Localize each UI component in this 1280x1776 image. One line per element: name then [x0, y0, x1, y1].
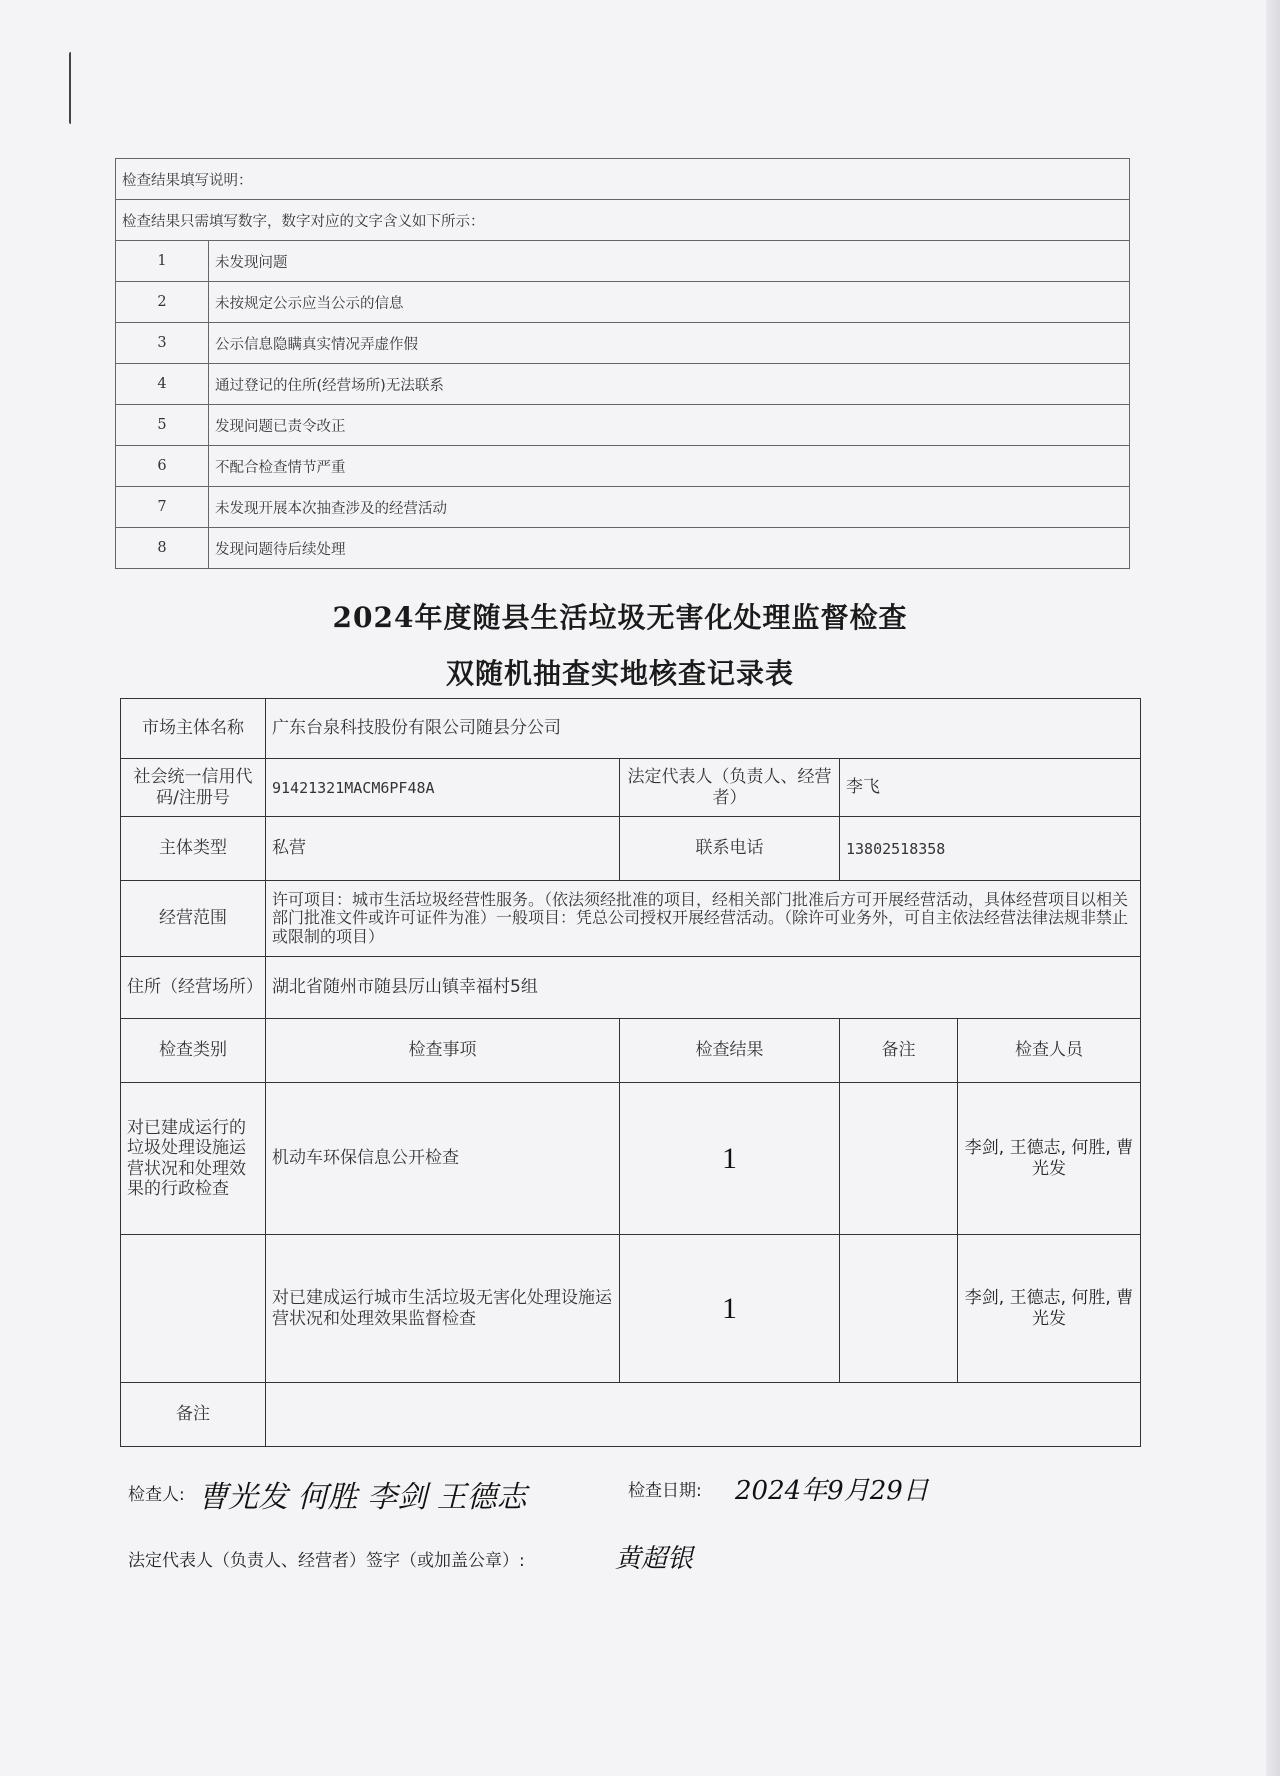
legend-row — [116, 241, 1130, 282]
inspection-row — [121, 1235, 1141, 1383]
phone-value: 13802518358 — [840, 817, 1141, 881]
inspector-label: 检查人: — [128, 1485, 185, 1505]
inspection-date-label: 检查日期: — [628, 1481, 702, 1501]
legend-num: 2 — [116, 282, 209, 323]
credit-code-value: 91421321MACM6PF48A — [266, 759, 620, 817]
legal-rep-value: 李飞 — [840, 759, 1141, 817]
legend-num: 3 — [116, 323, 209, 364]
legal-rep-label: 法定代表人（负责人、经营者） — [620, 759, 840, 817]
inspection-date-handwritten: 2024年9月29日 — [735, 1476, 929, 1506]
legend-text: 发现问题已责令改正 — [209, 405, 1130, 446]
legend-row — [116, 323, 1130, 364]
legend-text: 发现问题待后续处理 — [209, 528, 1130, 569]
inspection-row — [121, 1083, 1141, 1235]
legend-text: 未按规定公示应当公示的信息 — [209, 282, 1130, 323]
business-scope-label: 经营范围 — [121, 881, 266, 957]
legend-num: 1 — [116, 241, 209, 282]
entity-type-value: 私营 — [266, 817, 620, 881]
legend-row — [116, 528, 1130, 569]
col-header-item: 检查事项 — [266, 1019, 620, 1083]
document-title-line2: 双随机抽查实地核查记录表 — [445, 657, 794, 690]
inspection-result: 1 — [620, 1083, 840, 1235]
legend-text: 未发现开展本次抽查涉及的经营活动 — [209, 487, 1130, 528]
page-edge-mark — [69, 52, 75, 124]
address-value: 湖北省随州市随县厉山镇幸福村5组 — [266, 957, 1141, 1019]
legend-text: 通过登记的住所(经营场所)无法联系 — [209, 364, 1130, 405]
col-header-inspectors: 检查人员 — [958, 1019, 1141, 1083]
inspection-record-table — [120, 698, 1141, 1447]
legend-row — [116, 282, 1130, 323]
business-scope-value: 许可项目：城市生活垃圾经营性服务。（依法须经批准的项目，经相关部门批准后方可开展经营活动，具体经营项目以相关部门批准文件或许可证件为准）一般项目：凭总公司授权开展经营活动。（除许可业务外，可自主依法经营法律法规非禁止或限制的项目） — [266, 881, 1141, 957]
page-right-shadow — [1266, 0, 1280, 1776]
inspection-result: 1 — [620, 1235, 840, 1383]
col-header-category: 检查类别 — [121, 1019, 266, 1083]
entity-name-value: 广东台泉科技股份有限公司随县分公司 — [266, 699, 1141, 759]
inspection-remark — [840, 1083, 958, 1235]
legend-row — [116, 405, 1130, 446]
legend-num: 4 — [116, 364, 209, 405]
remarks-label: 备注 — [121, 1383, 266, 1447]
address-label: 住所（经营场所） — [121, 957, 266, 1019]
inspection-item: 对已建成运行城市生活垃圾无害化处理设施运营状况和处理效果监督检查 — [266, 1235, 620, 1383]
legal-sign-label: 法定代表人（负责人、经营者）签字（或加盖公章）: — [128, 1551, 525, 1571]
legend-text: 不配合检查情节严重 — [209, 446, 1130, 487]
legend-row — [116, 487, 1130, 528]
remarks-value — [266, 1383, 1141, 1447]
legend-num: 6 — [116, 446, 209, 487]
legend-heading: 检查结果填写说明： — [116, 159, 1130, 200]
credit-code-label: 社会统一信用代码/注册号 — [121, 759, 266, 817]
legend-num: 7 — [116, 487, 209, 528]
legend-row — [116, 446, 1130, 487]
phone-label: 联系电话 — [620, 817, 840, 881]
inspection-category: 对已建成运行的垃圾处理设施运营状况和处理效果的行政检查 — [121, 1083, 266, 1235]
col-header-result: 检查结果 — [620, 1019, 840, 1083]
legal-signature: 黄超银 — [615, 1544, 694, 1574]
inspection-inspectors: 李剑, 王德志, 何胜, 曹光发 — [958, 1235, 1141, 1383]
document-title-line1: 2024年度随县生活垃圾无害化处理监督检查 — [332, 601, 908, 634]
col-header-remark: 备注 — [840, 1019, 958, 1083]
entity-name-label: 市场主体名称 — [121, 699, 266, 759]
entity-type-label: 主体类型 — [121, 817, 266, 881]
legend-num: 8 — [116, 528, 209, 569]
inspection-inspectors: 李剑, 王德志, 何胜, 曹光发 — [958, 1083, 1141, 1235]
legend-text: 公示信息隐瞒真实情况弄虚作假 — [209, 323, 1130, 364]
inspection-item: 机动车环保信息公开检查 — [266, 1083, 620, 1235]
result-legend-table — [115, 158, 1130, 569]
legend-num: 5 — [116, 405, 209, 446]
inspection-remark — [840, 1235, 958, 1383]
legend-instruction: 检查结果只需填写数字，数字对应的文字含义如下所示： — [116, 200, 1130, 241]
inspector-signatures: 曹光发 何胜 李剑 王德志 — [198, 1480, 527, 1515]
legend-text: 未发现问题 — [209, 241, 1130, 282]
inspection-category — [121, 1235, 266, 1383]
legend-row — [116, 364, 1130, 405]
